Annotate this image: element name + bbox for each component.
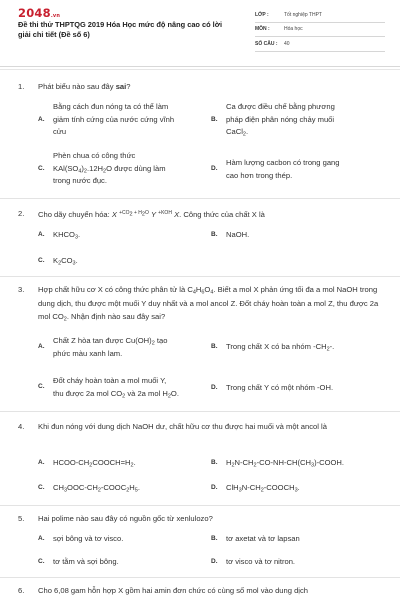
option-text: Trong chất X có ba nhóm $-CH_2-$.	[226, 342, 335, 353]
option-text: Phèn chua có công thức $KAl(SO_4)_2.12H_2O$ được dùng làm trong nước đục.	[53, 151, 166, 185]
meta-value: 40	[284, 40, 290, 47]
exam-title: Đề thi thử THPTQG 2019 Hóa Học mức độ nâng cao có lời giải chi tiết (Đề số 6)	[18, 20, 223, 39]
option-letter: D.	[211, 165, 218, 172]
option-text: $KHCO_3$.	[53, 230, 81, 241]
question-3	[18, 283, 388, 324]
option-letter: C.	[38, 165, 45, 172]
option-a[interactable]	[38, 335, 203, 360]
question-1	[18, 80, 388, 93]
option-d[interactable]	[211, 556, 376, 569]
question-2	[18, 207, 388, 221]
option-text: $K_2CO_3$.	[53, 256, 78, 267]
option-text: sợi bông và tơ visco.	[53, 534, 124, 543]
option-letter: A.	[38, 231, 45, 238]
option-c[interactable]	[38, 556, 203, 569]
question-divider	[0, 505, 400, 506]
meta-label: SỐ CÂU :	[255, 40, 278, 47]
meta-label: LỚP :	[255, 11, 269, 18]
header-divider	[0, 69, 400, 70]
option-letter: C.	[38, 558, 45, 565]
question-5	[18, 512, 388, 525]
option-a[interactable]	[38, 533, 203, 546]
question-text: Cho 6,08 gam hỗn hợp X gồm hai amin đơn chức có cùng số mol vào dung dịch	[38, 586, 309, 595]
option-text: Hàm lượng cacbon có trong gang cao hơn trong thép.	[226, 158, 340, 180]
option-text: $H_2N-CH_2-CO-NH-CH(CH_3)$-COOH.	[226, 458, 345, 469]
option-c[interactable]	[38, 255, 198, 268]
meta-value: Hóa học	[284, 26, 303, 33]
option-c[interactable]	[38, 375, 213, 400]
question-divider	[0, 577, 400, 578]
question-divider	[0, 276, 400, 277]
option-c[interactable]	[38, 150, 198, 188]
option-d[interactable]	[211, 157, 371, 182]
option-d[interactable]	[211, 482, 381, 495]
question-divider	[0, 411, 400, 412]
option-text: Trong chất Y có một nhóm -OH.	[226, 383, 334, 392]
question-text: Khi đun nóng với dung dịch NaOH dư, chất hữu cơ thu được hai muối và một ancol là	[38, 422, 327, 431]
option-b[interactable]	[211, 229, 371, 242]
option-text: NaOH.	[226, 230, 250, 239]
header-divider	[0, 66, 400, 67]
document-header	[0, 0, 400, 66]
question-number: 2.	[18, 209, 25, 218]
option-letter: B.	[211, 231, 218, 238]
option-text: HCOO-$CH_2COOCH=H_2$.	[53, 458, 136, 469]
option-letter: B.	[211, 535, 218, 542]
option-b[interactable]	[211, 101, 371, 139]
question-number: 1.	[18, 82, 25, 91]
option-letter: B.	[211, 459, 218, 466]
option-letter: B.	[211, 116, 218, 123]
question-number: 3.	[18, 285, 25, 294]
option-letter: D.	[211, 484, 218, 491]
meta-row-class	[255, 8, 385, 23]
option-text: Đốt cháy hoàn toàn a mol muối Y, thu được 2a mol $CO_2$ và 2a mol $H_2O$.	[53, 376, 179, 399]
option-letter: A.	[38, 343, 45, 350]
option-letter: C.	[38, 484, 45, 491]
question-text: Cho dãy chuyển hóa: X $^{+CO_2 + H_2O}$ Y $^{+KOH}$ X. Công thức của chất X là	[38, 210, 265, 219]
option-c[interactable]	[38, 482, 208, 495]
option-letter: A.	[38, 535, 45, 542]
meta-label: MÔN :	[255, 26, 270, 33]
question-text: Hợp chất hữu cơ X có công thức phân tử là $C_4H_6O_4$. Biết a mol X phản ứng tối đa a mol NaOH trong dung dịch, thu được một muối Y duy nhất và a mol ancol Z. Đốt cháy hoàn toàn a mol Z, thu được 2a mol $CO_2$. Nhận định nào sau đây sai?	[38, 285, 379, 323]
option-b[interactable]	[211, 533, 376, 546]
question-text: Hai polime nào sau đây có nguồn gốc từ xenlulozo?	[38, 514, 213, 523]
question-number: 6.	[18, 586, 25, 595]
option-text: tơ tằm và sợi bông.	[53, 557, 119, 566]
option-text: $ClH_3N-CH_2-COOCH_3$.	[226, 483, 300, 494]
meta-value: Tốt nghiệp THPT	[284, 11, 322, 18]
meta-row-count	[255, 37, 385, 52]
option-letter: A.	[38, 459, 45, 466]
option-letter: C.	[38, 383, 45, 390]
option-letter: D.	[211, 558, 218, 565]
option-text: Ca được điều chế bằng phương pháp điện phân nóng chảy muối CaCl$_2$.	[226, 102, 335, 138]
option-text: $CH_3OOC-CH_2-COOC_2H_5$.	[53, 483, 140, 494]
option-a[interactable]	[38, 229, 198, 242]
option-letter: C.	[38, 257, 45, 264]
question-6	[18, 584, 388, 597]
option-a[interactable]	[38, 101, 198, 139]
option-text: tơ axetat và tơ lapsan	[226, 534, 300, 543]
option-text: Bằng cách đun nóng ta có thể làm giảm tính cứng của nước cứng vĩnh cửu	[53, 102, 175, 136]
question-4	[18, 420, 388, 433]
option-text: Chất Z hòa tan được $Cu(OH)_2$ tạo phức màu xanh lam.	[53, 336, 168, 358]
option-text: tơ visco và tơ nitron.	[226, 557, 296, 566]
option-letter: A.	[38, 116, 45, 123]
option-letter: D.	[211, 384, 218, 391]
option-a[interactable]	[38, 457, 208, 470]
option-b[interactable]	[211, 457, 391, 470]
question-number: 4.	[18, 422, 25, 431]
option-b[interactable]	[211, 341, 376, 354]
option-d[interactable]	[211, 382, 376, 395]
meta-row-subject	[255, 23, 385, 38]
option-letter: B.	[211, 343, 218, 350]
exam-meta	[255, 8, 385, 52]
question-number: 5.	[18, 514, 25, 523]
question-text: Phát biểu nào sau đây sai?	[38, 82, 131, 91]
site-logo[interactable]: 2048.vn	[18, 6, 61, 20]
question-divider	[0, 198, 400, 199]
